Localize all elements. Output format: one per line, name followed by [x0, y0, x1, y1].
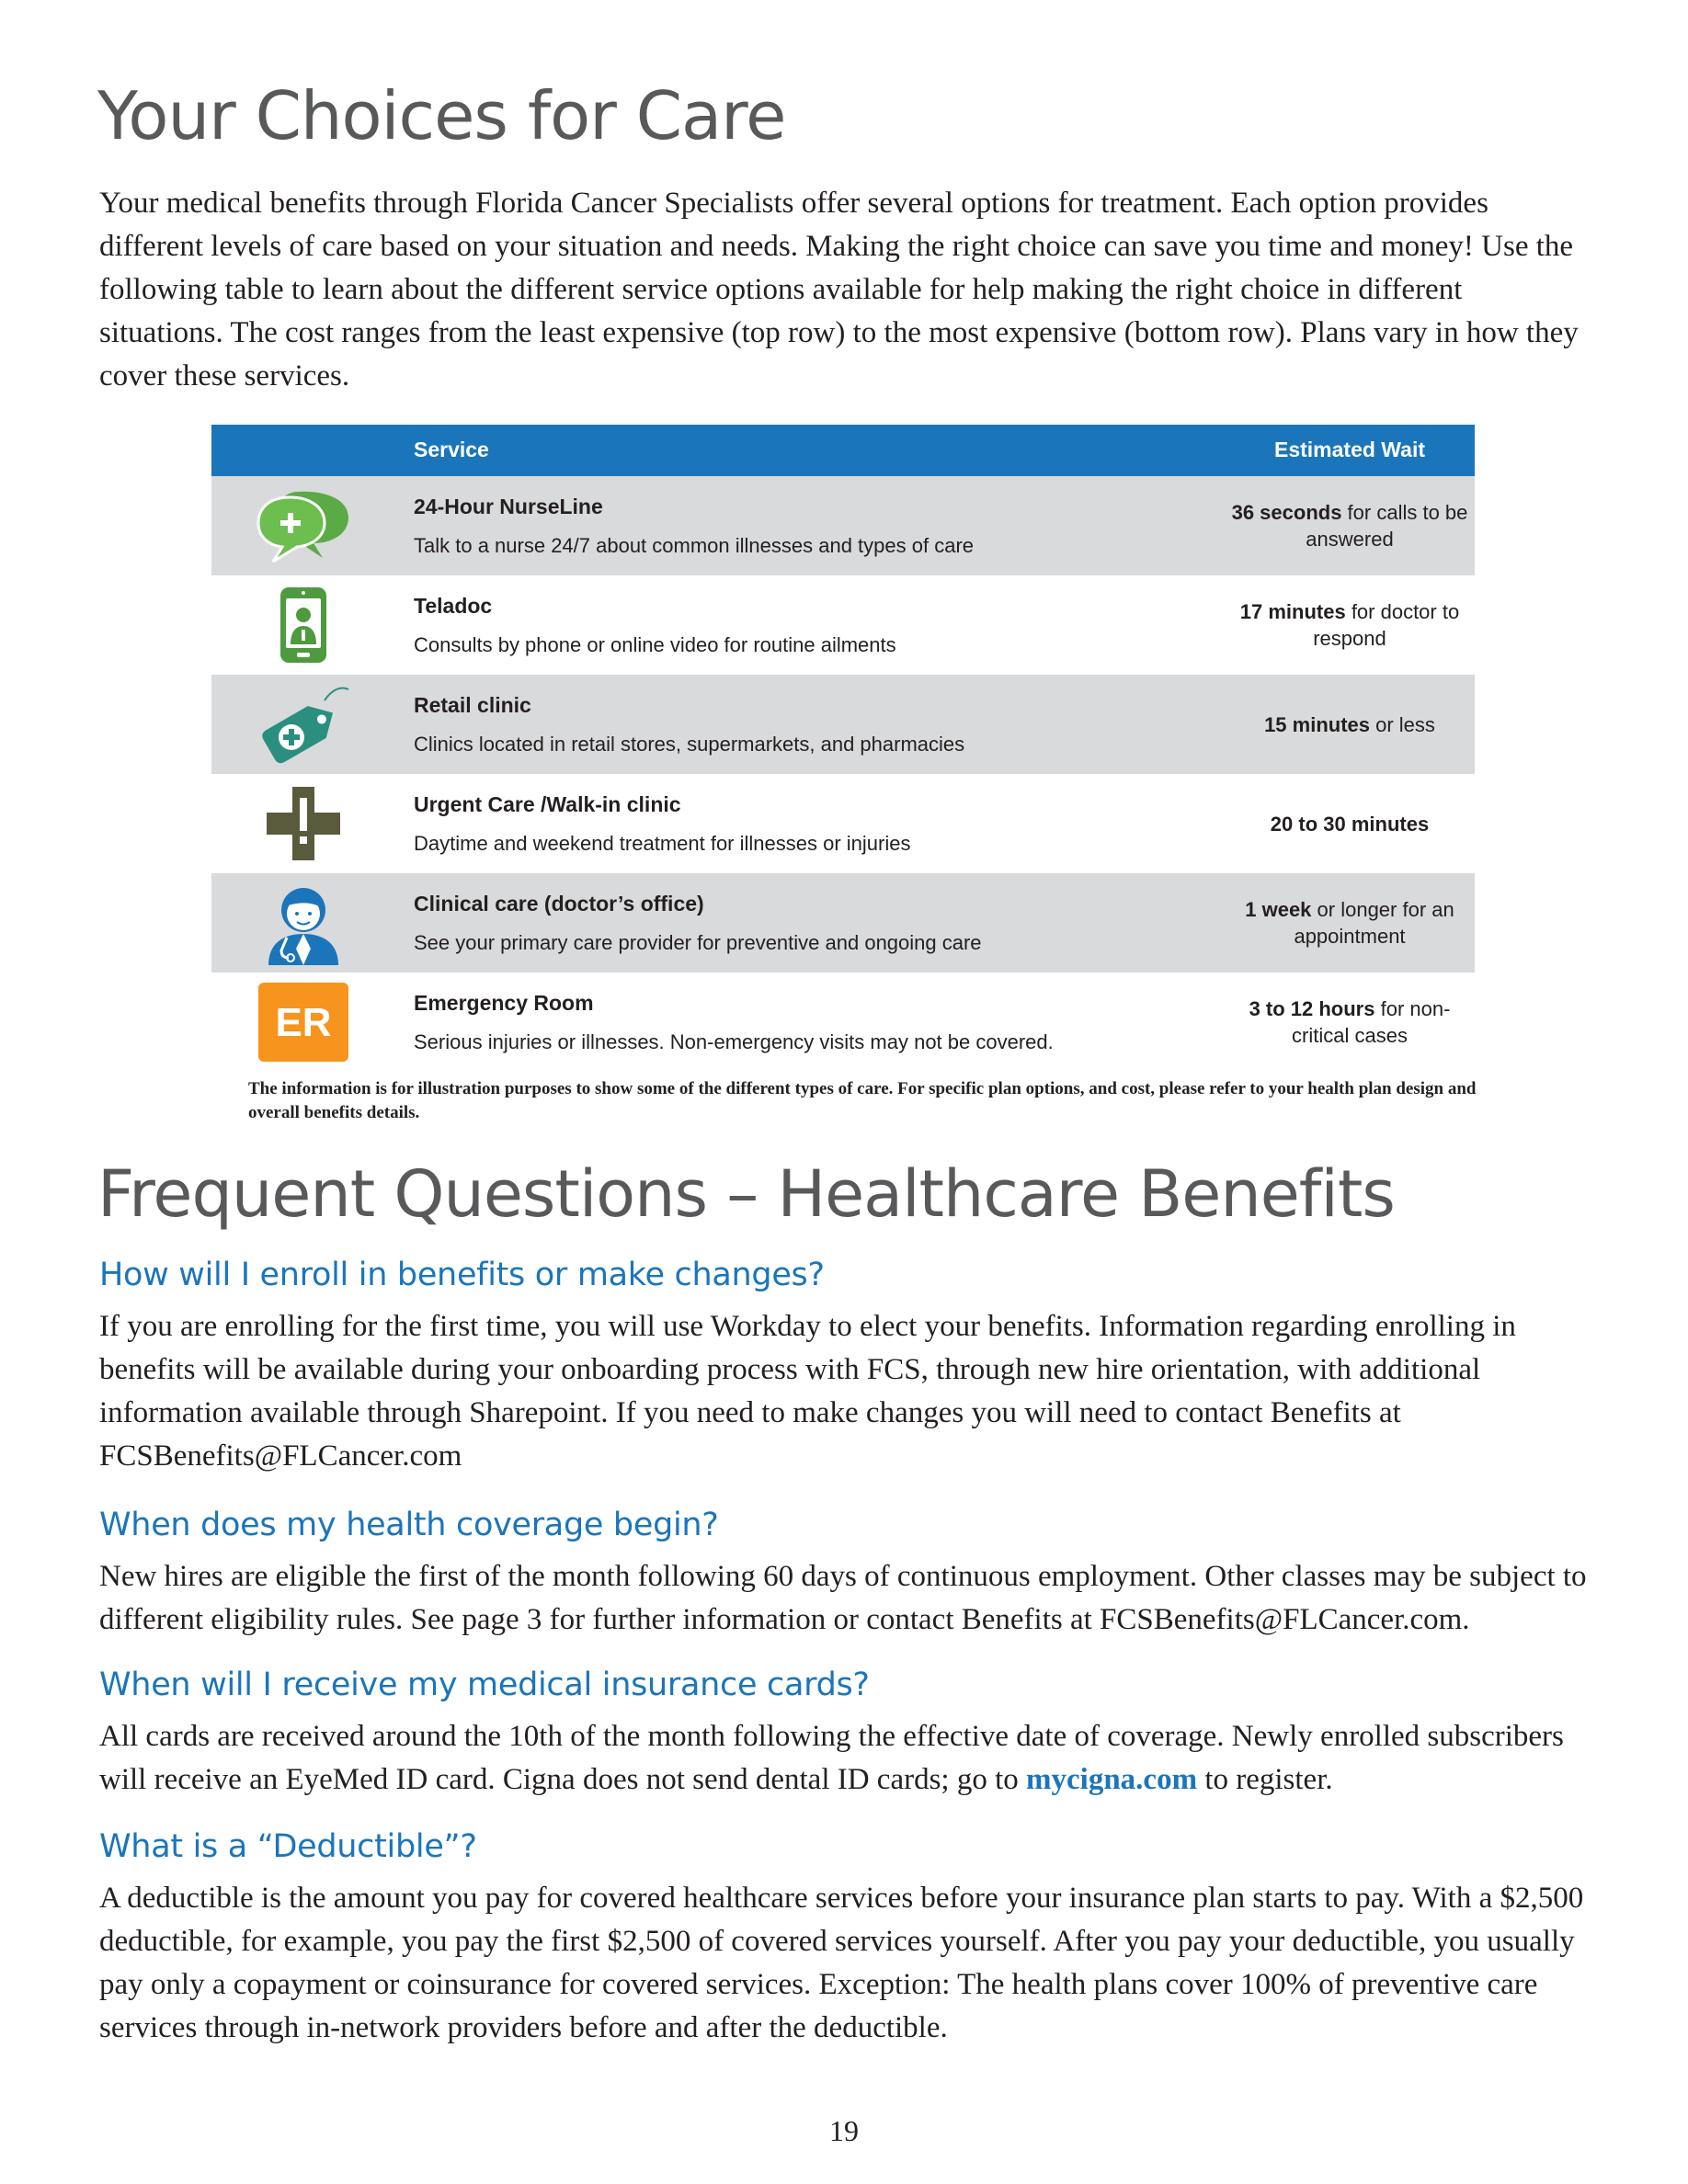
faq-answer: New hires are eligible the first of the month following 60 days of continuous employment. Other classes may be subject to different eligibility rules. See page 3 for further information or contact Benefits at FCSBenefits@FLCancer.com.: [99, 1560, 1587, 1636]
estimated-wait: [1225, 675, 1475, 774]
wait-value: 17 minutes: [1239, 600, 1346, 623]
estimated-wait: [1225, 476, 1475, 575]
faq-answer: If you are enrolling for the first time, you will use Workday to elect your benefits. Information regarding enrolling in benefits will be available during your onboarding process with FCS, through new hire orientation, with additional information available through Sharepoint. If you need to make changes you will need to contact Benefits at FCSBenefits@FLCancer.com: [99, 1310, 1516, 1473]
page-number: 19: [829, 2114, 859, 2147]
wait-detail: for calls to be answered: [1306, 501, 1468, 551]
wait-value: 1 week: [1245, 898, 1312, 921]
service-description: Clinics located in retail stores, supermarkets, and pharmacies: [414, 733, 965, 756]
faq-question: When will I receive my medical insurance cards?: [99, 1666, 870, 1703]
urgent-cross-icon: [211, 774, 395, 873]
estimated-wait: [1225, 774, 1475, 873]
wait-value: 3 to 12 hours: [1249, 997, 1375, 1020]
service-description: Talk to a nurse 24/7 about common illnesses and types of care: [414, 534, 975, 557]
wait-value: 15 minutes: [1264, 712, 1370, 736]
service-description: Consults by phone or online video for routine ailments: [414, 633, 896, 656]
wait-detail: for doctor to respond: [1313, 600, 1460, 650]
wait-value: 36 seconds: [1231, 501, 1342, 524]
phone-doctor-icon: [211, 575, 395, 675]
faq-answer-text-end: to register.: [1197, 1763, 1333, 1796]
wait-detail: for non-critical cases: [1292, 997, 1451, 1047]
service-name: Clinical care (doctor’s office): [414, 892, 704, 916]
estimated-wait: [1225, 575, 1475, 675]
wait-detail: or longer for an appointment: [1294, 898, 1454, 948]
faq-item: [99, 1666, 1589, 1802]
service-name: Teladoc: [414, 594, 493, 618]
er-icon-label: ER: [275, 1000, 332, 1045]
care-options-table: [211, 425, 1475, 1072]
table-row: [211, 873, 1475, 973]
page-title: Your Choices for Care: [97, 77, 786, 154]
service-description: Serious injuries or illnesses. Non-emergency visits may not be covered.: [414, 1030, 1054, 1053]
faq-question: When does my health coverage begin?: [99, 1507, 719, 1543]
estimated-wait: [1225, 873, 1475, 973]
faq-item: [99, 1506, 1589, 1642]
service-name: Urgent Care /Walk-in clinic: [414, 792, 681, 816]
faq-item: [99, 1256, 1589, 1478]
service-name: Retail clinic: [414, 693, 531, 717]
er-icon: [211, 973, 395, 1072]
header-estimated-wait: Estimated Wait: [1273, 438, 1425, 461]
service-name: Emergency Room: [414, 991, 594, 1015]
faq-answer: [99, 1715, 1589, 1802]
mycigna-link[interactable]: mycigna.com: [1026, 1763, 1198, 1796]
table-row: [211, 973, 1475, 1072]
estimated-wait: [1225, 973, 1475, 1072]
faq-answer-text: All cards are received around the 10th of the month following the effective date of coverage. Newly enrolled subscribers will receive an EyeMed ID card. Cigna does not send dental ID cards; go to: [99, 1720, 1564, 1796]
service-description: See your primary care provider for preventive and ongoing care: [414, 931, 982, 954]
table-row: [211, 675, 1475, 774]
faq-question: What is a “Deductible”?: [99, 1828, 477, 1865]
faq-item: [99, 1827, 1589, 2050]
service-description: Daytime and weekend treatment for illnesses or injuries: [414, 832, 911, 855]
price-tag-icon: [211, 675, 395, 774]
wait-value: 20 to 30 minutes: [1270, 812, 1430, 836]
faq-question: How will I enroll in benefits or make changes?: [99, 1257, 825, 1293]
header-service: Service: [414, 438, 489, 461]
table-footnote: The information is for illustration purposes to show some of the different types of care. For specific plan options, and cost, please refer to your health plan design and overall benefits details.: [248, 1079, 1477, 1122]
chat-bubbles-icon: [211, 476, 395, 575]
faq-title: Frequent Questions – Healthcare Benefits: [97, 1156, 1395, 1232]
table-row: [211, 575, 1475, 675]
doctor-icon: [211, 873, 395, 973]
wait-detail: or less: [1370, 712, 1435, 736]
table-row: [211, 476, 1475, 575]
service-name: 24-Hour NurseLine: [414, 495, 603, 518]
table-row: [211, 774, 1475, 873]
faq-answer: A deductible is the amount you pay for covered healthcare services before your insurance plan starts to pay. With a $2,500 deductible, for example, you pay the first $2,500 of covered services yourself. After you pay your deductible, you usually pay only a copayment or coinsurance for covered services. Exception: The health plans cover 100% of preventive care services through in-network providers before and after the deductible.: [99, 1882, 1584, 2044]
table-header: [211, 425, 1475, 476]
intro-paragraph: Your medical benefits through Florida Cancer Specialists offer several options for treatment. Each option provides different levels of care based on your situation and needs. Making the right choice can save you time and money! Use the following table to learn about the different service options available for help making the right choice in different situations. The cost ranges from the least expensive (top row) to the most expensive (bottom row). Plans vary in how they cover these services.: [99, 187, 1579, 392]
